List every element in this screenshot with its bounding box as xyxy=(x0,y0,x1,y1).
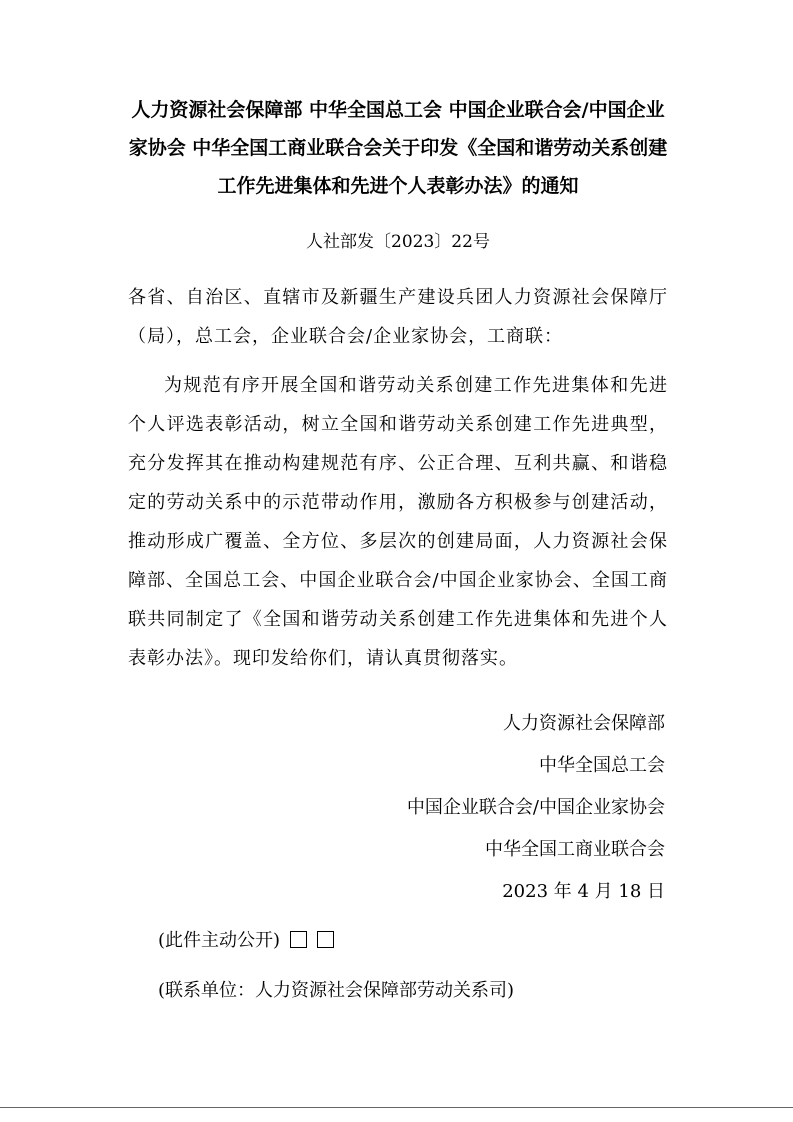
signatory-mohrss: 人力资源社会保障部 xyxy=(503,713,665,734)
signatory-acfic: 中华全国工商业联合会 xyxy=(485,839,665,860)
signatory-cec-cea: 中国企业联合会/中国企业家协会 xyxy=(406,797,665,818)
public-note-text: (此件主动公开) xyxy=(158,930,281,951)
empty-box-icon xyxy=(290,931,307,948)
public-note xyxy=(158,926,334,956)
document-title: 人力资源社会保障部 中华全国总工会 中国企业联合会/中国企业家协会 中华全国工商业联合会关于印发《全国和谐劳动关系创建工作先进集体和先进个人表彰办法》的通知 xyxy=(128,99,668,197)
signatory-acftu: 中华全国总工会 xyxy=(539,755,665,776)
document-number: 人社部发〔2023〕22号 xyxy=(306,232,490,252)
contact-note: (联系单位：人力资源社会保障部劳动关系司) xyxy=(158,980,515,1001)
page-divider xyxy=(0,1107,793,1108)
empty-box-icon xyxy=(317,931,334,948)
salutation: 各省、自治区、直辖市及新疆生产建设兵团人力资源社会保障厅（局），总工会，企业联合会/企业家协会，工商联： xyxy=(128,287,668,347)
body-paragraph: 为规范有序开展全国和谐劳动关系创建工作先进集体和先进个人评选表彰活动，树立全国和谐劳动关系创建工作先进典型，充分发挥其在推动构建规范有序、公正合理、互利共赢、和谐稳定的劳动关系中的示范带动作用，激励各方积极参与创建活动，推动形成广覆盖、全方位、多层次的创建局面，人力资源社会保障部、全国总工会、中国企业联合会/中国企业家协会、全国工商联共同制定了《全国和谐劳动关系创建工作先进集体和先进个人表彰办法》。现印发给你们，请认真贯彻落实。 xyxy=(128,375,668,669)
document-date: 2023 年 4 月 18 日 xyxy=(502,881,665,902)
